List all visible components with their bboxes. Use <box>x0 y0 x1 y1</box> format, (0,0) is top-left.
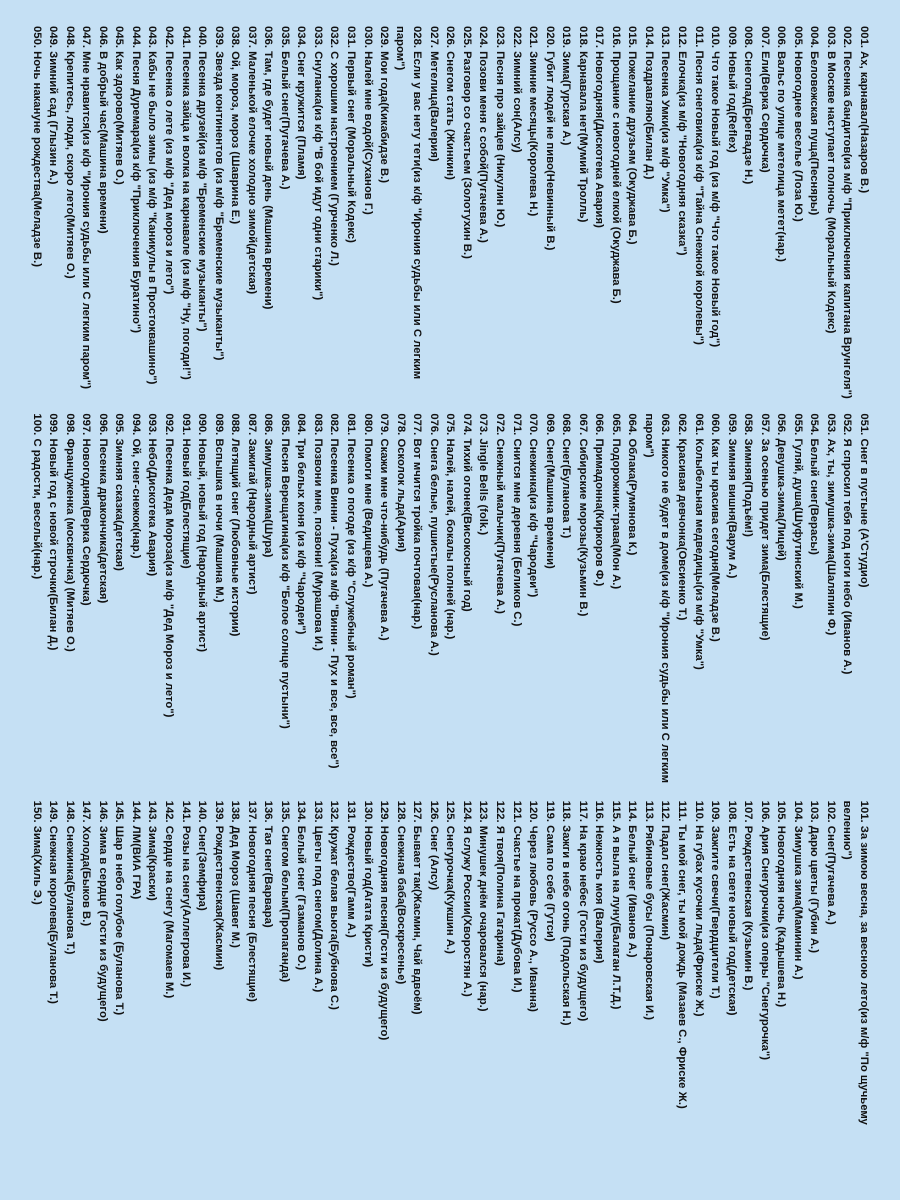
song-entry: 106. Ария Снегурочки(из оперы "Снегурочка") <box>758 800 771 1061</box>
song-entry: 130. Новый год(Агата Кристи) <box>361 800 374 968</box>
song-column-3 <box>28 801 872 1174</box>
song-entry: 029. Мои года(Кикабидзе В.) <box>378 26 391 183</box>
song-entry: 116. Нежность моя (Валерия) <box>593 800 606 964</box>
song-entry: 091. Новый год(Блестящие) <box>179 413 192 569</box>
song-entry: 004. Беловежская пуща(Песняры) <box>808 26 821 216</box>
song-entry: 047. Мне нравится(из к/ф "Ирония судьбы или С легким паром") <box>80 26 93 389</box>
song-entry: 037. Маленькой елочке холодно зимой(детская) <box>245 26 258 295</box>
song-entry: 026. Снегом стать (Жинкин) <box>444 26 457 180</box>
song-entry: 072. Снежный мальчик(Пугачева А.) <box>493 413 506 614</box>
song-entry: 044. Песня Дуремара(из к/ф "Приключения Буратино") <box>129 26 142 333</box>
song-entry: 080. Помоги мне (Ведищева А.) <box>361 413 374 588</box>
song-entry: 001. Ах, карнавал(Назаров В.) <box>858 26 870 194</box>
song-entry: 090. Новый, новый год (Народный артист) <box>196 413 209 653</box>
song-entry: 009. Новый год(Reflex) <box>725 26 738 153</box>
song-entry: 100. С радости, весельй(нар.) <box>30 413 43 580</box>
song-entry: 016. Прощание с новогодней елкой (Окуджава Б.) <box>609 26 622 304</box>
song-entry: 039. Звезда континентов (из м/ф "Бременские музыканты") <box>212 26 225 361</box>
song-entry: 149. Снежная королева(Буланова Т.) <box>47 800 60 1004</box>
song-entry: 136. Тая снег(Варвара) <box>262 800 275 928</box>
song-entry: 129. Новогодняя песня(Гости из будущего) <box>378 800 391 1041</box>
song-entry: 041. Песенка зайца и волка на карнавале (из м/ф "Ну, погоди!") <box>179 26 192 380</box>
song-entry: 033. Снуланка(из к/ф "В бой идут одни старики") <box>311 26 324 301</box>
song-entry: 075. Налей, налей, бокалы полней (нар.) <box>444 413 457 640</box>
song-entry: 068. Снег(Буланова Т.) <box>560 413 573 539</box>
song-entry: 124. Я служу России(Хворостян А.) <box>460 800 473 997</box>
song-entry: 061. Колыбельная медведицы(из м/ф "Умка") <box>692 413 705 670</box>
song-entry: 067. Сибирские морозы(Кузьмин В.) <box>576 413 589 617</box>
song-entry: 079. Скажи мне что-нибудь (Пугачева А.) <box>378 413 391 641</box>
song-entry: 131. Рождество(Гамм А.) <box>345 800 358 938</box>
song-entry: 056. Девушка-зима(Лицей) <box>775 413 788 561</box>
song-entry: 073. Jingle Bells (folk.) <box>477 413 490 536</box>
song-entry: 020. Губит людей не пиво(Невинный В.) <box>543 26 556 251</box>
song-entry: 049. Зимний сад (Глызин А.) <box>47 26 60 185</box>
song-entry: 112. Падал снег(Жасмин) <box>659 800 672 940</box>
song-entry: 098. Француженка (москвичка) (Митяев О.) <box>63 413 76 652</box>
song-entry: 115. А я выла на луну(Балаган Л.Т.Д.) <box>609 800 622 1010</box>
song-entry: 089. Вспышка в ночи (Машина М.) <box>212 413 225 603</box>
song-entry: 042. Песенка о лете (из м/ф "Дед мороз и лето") <box>163 26 176 295</box>
song-entry: 059. Зимняя вишня(Варум А.) <box>725 413 738 579</box>
song-entry: 055. Гуляй, душа(Шуфутинский М.) <box>791 413 804 609</box>
song-entry: 064. Облака(Румянова К.) <box>626 413 639 556</box>
song-entry: 102. Снег(Пугачева А.) <box>824 800 837 925</box>
song-entry: 043. Кабы не было зимы (из м/ф "Каникулы в Простоквашино") <box>146 26 159 385</box>
song-entry: 137. Новогодняя песня (Блестящие) <box>245 800 258 1002</box>
song-entry: 127. Бывает так(Жасмин, Чай вдвоём) <box>411 800 424 1015</box>
song-entry: 146. Зима в сердце (Гости из будущего) <box>96 800 109 1022</box>
song-entry: 093. Небо(Дискотека Авария) <box>146 413 159 577</box>
song-entry: 140. Снег(Земфира) <box>196 800 209 911</box>
song-entry: 095. Зимняя сказка(детская) <box>113 413 126 571</box>
song-entry: 008. Снегопад(Брегвадзе Н.) <box>742 26 755 185</box>
song-column-2 <box>28 413 872 786</box>
song-entry: 135. Снегом белым(Пропаганда) <box>278 800 291 983</box>
song-entry: 118. Зажги в небе огонь (Подольская Н.) <box>560 800 573 1026</box>
song-entry: 081. Песенка о погоде (из к/ф "Служебный роман") <box>345 413 358 699</box>
song-entry: 134. Белый снег (Газманов О.) <box>295 800 308 971</box>
song-entry: 031. Первый снег (Моральный Кодекс) <box>345 26 358 243</box>
song-entry: 094. Ой, снег-снежок(нар.) <box>129 413 142 559</box>
song-entry: 132. Кружат белая вьюга(Бубнова С.) <box>328 800 341 1010</box>
song-entry: 138. Дед Мороз (Шавег М.) <box>229 800 242 948</box>
song-entry: 019. Зима(Гурская А.) <box>560 26 573 146</box>
song-entry: 024. Позови меня с собой(Пугачева А.) <box>477 26 490 243</box>
song-entry: 071. Снится мне деревня (Беликов С.) <box>510 413 523 627</box>
song-entry: 036. Там, где будет новый день (Машина времени) <box>262 26 275 310</box>
song-entry: 045. Как здорово(Митяев О.) <box>113 26 126 185</box>
song-entry: 141. Розы на снегу(Аллегрова И.) <box>179 800 192 987</box>
song-entry: 002. Песенка бандитов(из м/ф "Приключения капитана Врунгеля") <box>841 26 854 399</box>
song-entry: 007. Ели(Верка Сердючка) <box>758 26 771 173</box>
song-entry: 117. На краю небес (Гости из будущего) <box>576 800 589 1022</box>
song-entry: 107. Рождественская (Кузьмин В.) <box>742 800 755 991</box>
song-entry: 122. Я твоя(Полина Гагарина) <box>493 800 506 966</box>
song-entry: 109. Зажгите свечи(Гвердцители Т.) <box>709 800 722 999</box>
song-entry: 150. Зима(Хиль Э.) <box>30 800 43 905</box>
song-entry: 133. Цветы под снегом(Долина А.) <box>311 800 324 993</box>
song-entry: 046. В добрый час(Машина времени) <box>96 26 109 234</box>
song-entry: 017. Новогодняя(Дискотека Авария) <box>593 26 606 228</box>
song-entry: 021. Зимние месяцы(Королева Н.) <box>527 26 540 217</box>
song-entry: 035. Белый снег(Пугачева А.) <box>278 26 291 190</box>
song-entry: 092. Песенка Деда Мороза(из м/ф "Дед Мороз и лето") <box>163 413 176 718</box>
song-entry: 086. Зимушка-зима(Шура) <box>262 413 275 558</box>
song-entry: 006. Вальс по улице метелица метет(нар.) <box>775 26 788 262</box>
song-entry: 065. Подорожник-трава(Мон А.) <box>609 413 622 590</box>
song-entry: 038. Ой, мороз, мороз (Шаврина Е.) <box>229 26 242 225</box>
song-entry: 083. Позвони мне, позвони! (Мурашова И.) <box>311 413 324 651</box>
song-entry: 121. Счастье на прокат(Дубова И.) <box>510 800 523 993</box>
song-entry: 070. Снежинка(из к/ф "Чародеи") <box>527 413 540 598</box>
rotated-song-list <box>20 20 880 1180</box>
song-entry: 074. Тихий огонек(Високосный год) <box>460 413 473 612</box>
song-entry: 013. Песенка Умки(из м/ф "Умка") <box>659 26 672 213</box>
song-entry: 025. Разговор со счастьем (Золотухин В.) <box>460 26 473 259</box>
song-entry: 113. Рябиновые бусы (Понаровская И.) <box>642 800 655 1021</box>
song-entry: 128. Снежная баба(Воскресенье) <box>394 800 407 985</box>
song-entry: 147. Холода(Быков В.) <box>80 800 93 927</box>
song-entry: 085. Песня Верещагина(из к/ф "Белое солнце пустыни") <box>278 413 291 729</box>
song-entry: 066. Примадонна(Киркоров Ф.) <box>593 413 606 587</box>
song-entry: 139. Рождественская(Жасмин) <box>212 800 225 971</box>
song-entry: 069. Снег(Машина времени) <box>543 413 556 569</box>
song-entry: 078. Осколок льда(Ария) <box>394 413 407 553</box>
song-entry: 145. Шар в небо голубое (Буланова Т.) <box>113 800 126 1016</box>
song-entry: 058. Зимняя(Подъём!) <box>742 413 755 537</box>
song-entry: 105. Новогодняя ночь (Кадышева Н.) <box>775 800 788 1008</box>
song-entry: 014. Поздравляю(Билан Д.) <box>642 26 655 180</box>
song-entry: 084. Три белых коня (из к/ф "Чародеи") <box>295 413 308 635</box>
song-entry: 143. Зима(Краски) <box>146 800 159 901</box>
song-entry: 119. Сама по себе (Гутси) <box>543 800 556 942</box>
song-column-1 <box>28 26 872 399</box>
song-entry: 054. Белый снег(Верасы) <box>808 413 821 555</box>
song-entry: 012. Елочка(из м/ф "Новогодняя сказка") <box>675 26 688 256</box>
song-entry: 114. Белый снег (Иванов А.) <box>626 800 639 958</box>
song-entry: 003. В Москве наступает полночь (Моральный Кодекс) <box>824 26 837 334</box>
song-entry: 048. Крепитесь, люди, скоро лето(Митяев О.) <box>63 26 76 279</box>
song-entry: 148. Снежинка(Буланова Т.) <box>63 800 76 955</box>
song-entry: 108. Есть на свете новый год(детская) <box>725 800 738 1016</box>
song-entry: 050. Ночь накануне рождества(Меладзе В.) <box>30 26 43 267</box>
song-entry: 123. Минушек днём очаровался (нар.) <box>477 800 490 1012</box>
song-entry: 010. Что такое Новый год (из м/ф "Что такое Новый год") <box>709 26 722 348</box>
song-entry: 034. Снег кружится (Пламя) <box>295 26 308 180</box>
song-entry: 099. Новый год с новой строчки(Билан Д.) <box>47 413 60 651</box>
song-entry: 096. Песенка дракончика(детская) <box>96 413 109 604</box>
song-entry: 111. Ты мой снег, ты мой дождь (Мазаев С., Фриске Ж.) <box>675 800 688 1109</box>
song-entry: 126. Снег (Алсу) <box>427 800 440 891</box>
song-entry: 125. Снегурочка(Кукшин А.) <box>444 800 457 954</box>
song-entry: 088. Летящий снег (Любовные истории) <box>229 413 242 637</box>
song-entry: 011. Песня снеговика(из к/ф "Тайна Снежной королевы") <box>692 26 705 345</box>
song-entry: 027. Метелица(Валерия) <box>427 26 440 162</box>
song-entry: 077. Вот мчится тройка почтовая(нар.) <box>411 413 424 630</box>
song-entry: 060. Как ты красива сегодня(Меладзе В.) <box>709 413 722 642</box>
song-entry: 144. ЛМ(ВИА ГРА) <box>129 800 142 900</box>
song-entry: 032. С хорошим настроением (Гурченко Л.) <box>328 26 341 266</box>
song-entry: 057. За осенью придет зима(Блестящие) <box>758 413 771 641</box>
song-entry: 022. Зимний сон(Алсу) <box>510 26 523 153</box>
song-entry: 018. Карнавала нет(Мумий Тролль) <box>576 26 589 223</box>
song-entry: 005. Новогоднее веселье (Лоза Ю.) <box>791 26 804 222</box>
song-entry: 063. Никого не будет в доме(из к/ф "Ирония судьбы или С легким паром") <box>642 413 672 783</box>
song-entry: 051. Снег в пустыне (А'Студио) <box>858 413 870 588</box>
song-entry: 023. Песня про зайцев (Никулин Ю.) <box>493 26 506 228</box>
song-entry: 082. Песенка Винни - Пуха(из м/ф "Винни - Пух и все, все, все") <box>328 413 341 769</box>
song-entry: 120. Через любовь (Руссо А., Иванна) <box>527 800 540 1012</box>
song-entry: 142. Сердце на снегу (Магомаев М.) <box>163 800 176 999</box>
song-entry: 103. Дарю цветы (Губин А.) <box>808 800 821 953</box>
song-entry: 101. За зимою весна, за весною лето(из м/ф "По щучьему велению") <box>841 800 870 1125</box>
song-entry: 030. Налей мне водой(Суханов Г.) <box>361 26 374 215</box>
song-entry: 087. Зажигай (Народный артист) <box>245 413 258 595</box>
song-entry: 015. Пожелание друзьям (Окуджава Б.) <box>626 26 639 245</box>
song-entry: 076. Снега белые, пушистые(Русланова А.) <box>427 413 440 656</box>
song-entry: 104. Зимушка зима(Маминин А.) <box>791 800 804 980</box>
song-entry: 028. Если у вас нету тети(из к/ф "Ирония судьбы или С легким паром") <box>394 26 424 380</box>
song-entry: 097. Новогодняя(Верка Сердючка) <box>80 413 93 606</box>
song-entry: 062. Красивая девчонка(Овсиенко Т.) <box>675 413 688 621</box>
song-entry: 110. На губах кусочки льда(Фриске Ж.) <box>692 800 705 1017</box>
song-entry: 052. Я спросил тебя под ноги небо (Иванов А.) <box>841 413 854 675</box>
song-entry: 040. Песенка друзей(из м/ф "Бременские музыканты") <box>196 26 209 332</box>
song-entry: 053. Ах, ты, зимушка-зима(Шаляпин Ф.) <box>824 413 837 636</box>
